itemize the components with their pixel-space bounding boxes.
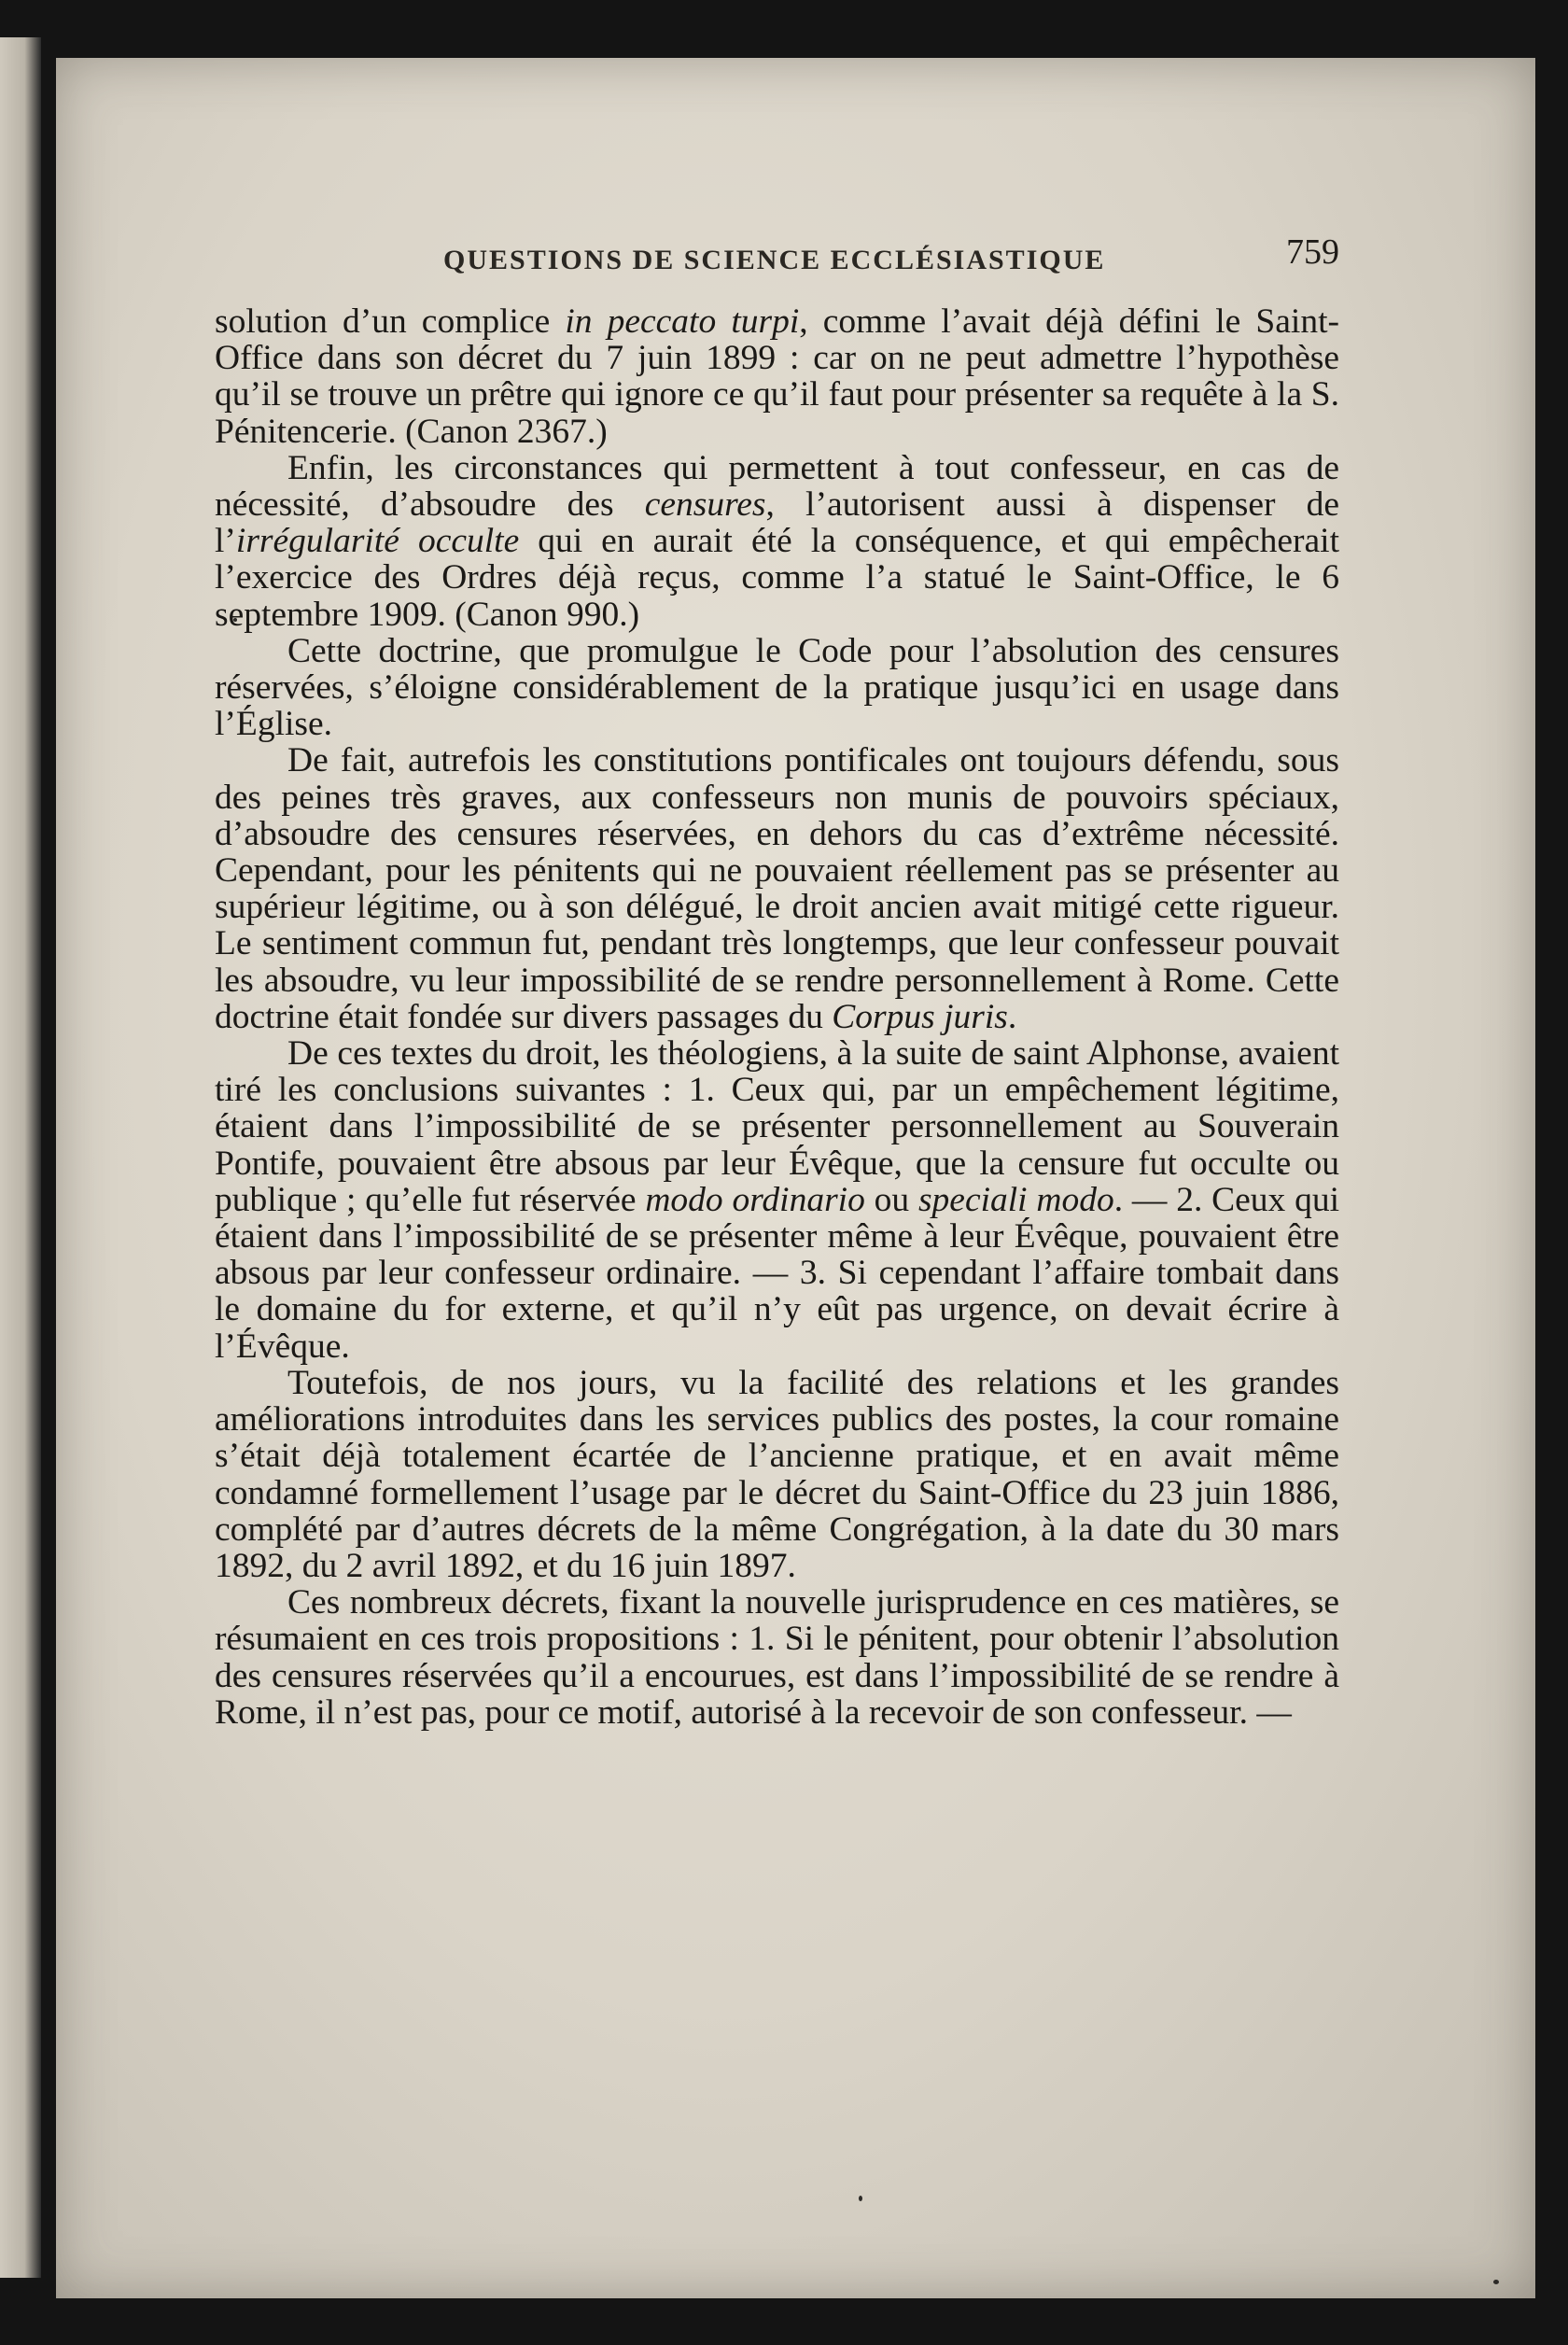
italic-run: in peccato turpi <box>565 302 800 341</box>
text-run: Enfin, les circonstances qui permettent à tout confesseur, en cas de nécessité, d’absoudre des <box>215 448 1339 525</box>
page-number: 759 <box>1286 232 1339 272</box>
text-run: De ces textes du droit, les théologiens, à la suite de saint Alphonse, avaient tiré les conclusions suivantes : 1. Ceux qui, par un empêchement légitime, étaient dans l’impossibilité de se présenter personnellement au Souverain Pontife, pouvaient être absous par leur Évêque, que la censure fut occulte ou publique ; qu’elle fut réservée <box>215 1034 1339 1219</box>
text-run: qui en aurait été la conséquence, et qui empêcherait l’exercice des Ordres déjà reçus, comme l’a statué le Saint-Office, le 6 septembre 1909. (Canon 990.) <box>215 522 1339 634</box>
text-run: Cette doctrine, que promulgue le Code pour l’absolution des censures réservées, s’éloigne considérablement de la pratique jusqu’ici en usage dans l’Église. <box>215 631 1339 744</box>
italic-run: speciali modo <box>917 1180 1114 1219</box>
paragraph <box>215 450 1339 633</box>
running-title: QUESTIONS DE SCIENCE ECCLÉSIASTIQUE <box>443 245 1106 275</box>
paragraph <box>215 1584 1339 1731</box>
adjacent-page-edge <box>0 37 41 2278</box>
italic-run: modo ordinario <box>645 1180 865 1219</box>
text-run: ou <box>864 1180 918 1219</box>
italic-run: censures <box>644 485 766 525</box>
paragraph <box>215 1365 1339 1584</box>
ink-speck <box>1493 2280 1499 2284</box>
text-run: De fait, autrefois les constitutions pontificales ont toujours défendu, sous des peines très graves, aux confesseurs non munis de pouvoirs spéciaux, d’absoudre des censures réservées, en dehors du cas d’extrême nécessité. Cependant, pour les pénitents qui ne pouvaient réellement pas se présenter au supérieur légitime, ou à son délégué, le droit ancien avait mitigé cette rigueur. Le sentiment commun fut, pendant très longtemps, que leur confesseur pouvait les absoudre, vu leur impossibilité de se rendre personnellement à Rome. Cette doctrine était fondée sur divers passages du <box>215 741 1339 1036</box>
paragraph <box>215 633 1339 743</box>
body-text <box>215 303 1339 1731</box>
paragraph <box>215 1035 1339 1365</box>
ink-speck <box>859 2196 862 2201</box>
text-run: . — 2. Ceux qui étaient dans l’impossibilité de se présenter même à leur Évêque, pouvaient être absous par leur confesseur ordinaire. — 3. Si cependant l’affaire tombait dans le domaine du for externe, et qu’il n’y eût pas urgence, on devait écrire à l’Évêque. <box>215 1180 1340 1366</box>
text-run: . <box>1007 997 1017 1036</box>
italic-run: irrégularité occulte <box>235 522 520 561</box>
text-run: , comme l’avait déjà défini le Saint-Office dans son décret du 7 juin 1899 : car on ne peut admettre l’hypothèse qu’il se trouve un prêtre qui ignore ce qu’il faut pour présenter sa requête à la S. Pénitencerie. (Canon 2367.) <box>215 302 1339 451</box>
paragraph <box>215 742 1339 1035</box>
paragraph <box>215 303 1339 450</box>
running-head <box>210 232 1339 288</box>
italic-run: Corpus juris <box>832 997 1008 1036</box>
text-run: solution d’un complice <box>215 302 566 341</box>
text-run: Toutefois, de nos jours, vu la facilité des relations et les grandes améliorations introduites dans les services publics des postes, la cour romaine s’était déjà totalement écartée de l’ancienne pratique, et en avait même condamné formellement l’usage par le décret du Saint-Office du 23 juin 1886, complété par d’autres décrets de la même Congrégation, à la date du 30 mars 1892, du 2 avril 1892, et du 16 juin 1897. <box>215 1363 1339 1585</box>
text-run: Ces nombreux décrets, fixant la nouvelle jurisprudence en ces matières, se résumaient en ces trois propositions : 1. Si le pénitent, pour obtenir l’absolution des censures réservées qu’il a encourues, est dans l’impossibilité de se rendre à Rome, il n’est pas, pour ce motif, autorisé à la recevoir de son confesseur. — <box>215 1583 1339 1732</box>
text-run: , l’autorisent aussi à dispenser de l’ <box>215 485 1339 561</box>
